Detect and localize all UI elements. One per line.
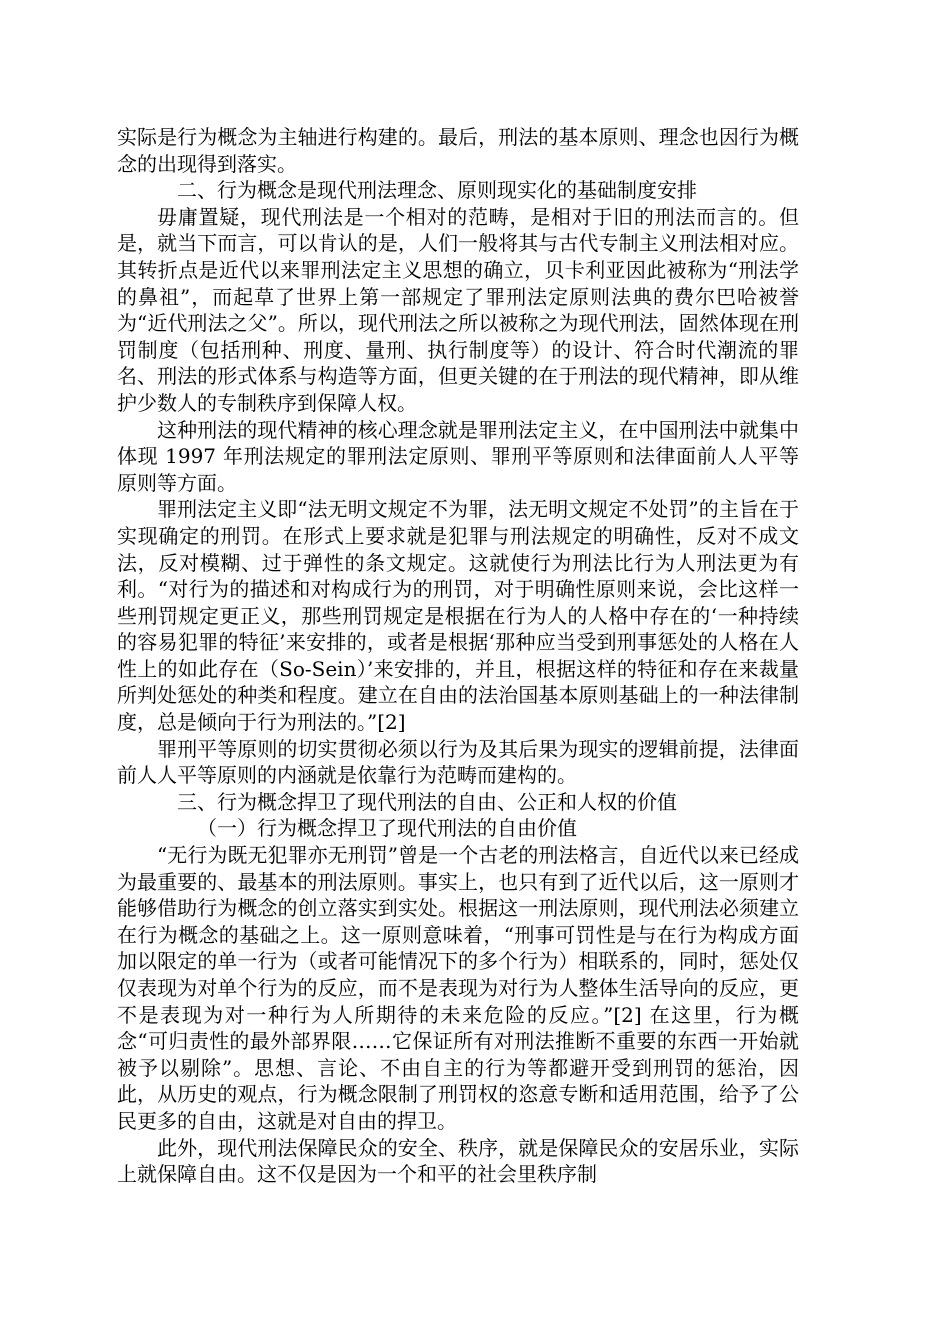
paragraph: 罪刑法定主义即“法无明文规定不为罪，法无明文规定不处罚”的主旨在于实现确定的刑罚。在形式上要求就是犯罪与刑法规定的明确性，反对不成文法，反对模糊、过于弹性的条文规定。这就使行为刑法比行为人刑法更为有利。“对行为的描述和对构成行为的刑罚，对于明确性原则来说，会比这样一些刑罚规定更正义，那些刑罚规定是根据在行为人的人格中存在的‘一种持续的容易犯罪的特征’来安排的，或者是根据‘那种应当受到刑事惩处的人格在人性上的如此存在（So-Sein）’来安排的，并且，根据这样的特征和存在来裁量所判处惩处的种类和程度。建立在自由的法治国基本原则基础上的一种法律制度，总是倾向于行为刑法的。”[2] [117, 497, 799, 735]
paragraph: 罪刑平等原则的切实贯彻必须以行为及其后果为现实的逻辑前提，法律面前人人平等原则的内涵就是依靠行为范畴而建构的。 [117, 736, 799, 788]
section-heading-2: 二、行为概念是现代刑法理念、原则现实化的基础制度安排 [177, 178, 697, 203]
document-page [117, 124, 799, 1188]
subsection-heading-1: （一）行为概念捍卫了现代刑法的自由价值 [197, 816, 577, 841]
paragraph: 此外，现代刑法保障民众的安全、秩序，就是保障民众的安居乐业，实际上就保障自由。这不仅是因为一个和平的社会里秩序制 [117, 1135, 799, 1187]
section-heading-3: 三、行为概念捍卫了现代刑法的自由、公正和人权的价值 [177, 789, 677, 814]
paragraph: “无行为既无犯罪亦无刑罚”曾是一个古老的刑法格言，自近代以来已经成为最重要的、最基本的刑法原则。事实上，也只有到了近代以后，这一原则才能够借助行为概念的创立落实到实处。根据这一刑法原则，现代刑法必须建立在行为概念的基础之上。这一原则意味着，“刑事可罚性是与在行为构成方面加以限定的单一行为（或者可能情况下的多个行为）相联系的，同时，惩处仅仅表现为对单个行为的反应，而不是表现为对行为人整体生活导向的反应，更不是表现为对一种行为人所期待的未来危险的反应。”[2] 在这里，行为概念“可归责性的最外部界限……它保证所有对刑法推断不重要的东西一开始就被予以剔除”。思想、言论、不由自主的行为等都避开受到刑罚的惩治，因此，从历史的观点，行为概念限制了刑罚权的恣意专断和适用范围，给予了公民更多的自由，这就是对自由的捍卫。 [117, 843, 799, 1133]
paragraph: 毋庸置疑，现代刑法是一个相对的范畴，是相对于旧的刑法而言的。但是，就当下而言，可以肯认的是，人们一般将其与古代专制主义刑法相对应。其转折点是近代以来罪刑法定主义思想的确立，贝卡利亚因此被称为“刑法学的鼻祖”，而起草了世界上第一部规定了罪刑法定原则法典的费尔巴哈被誉为“近代刑法之父”。所以，现代刑法之所以被称之为现代刑法，固然体现在刑罚制度（包括刑种、刑度、量刑、执行制度等）的设计、符合时代潮流的罪名、刑法的形式体系与构造等方面，但更关键的在于刑法的现代精神，即从维护少数人的专制秩序到保障人权。 [117, 204, 799, 415]
paragraph-continuation: 实际是行为概念为主轴进行构建的。最后，刑法的基本原则、理念也因行为概念的出现得到落实。 [117, 125, 799, 176]
paragraph: 这种刑法的现代精神的核心理念就是罪刑法定主义，在中国刑法中就集中体现 1997 年刑法规定的罪刑法定原则、罪刑平等原则和法律面前人人平等原则等方面。 [117, 417, 799, 495]
